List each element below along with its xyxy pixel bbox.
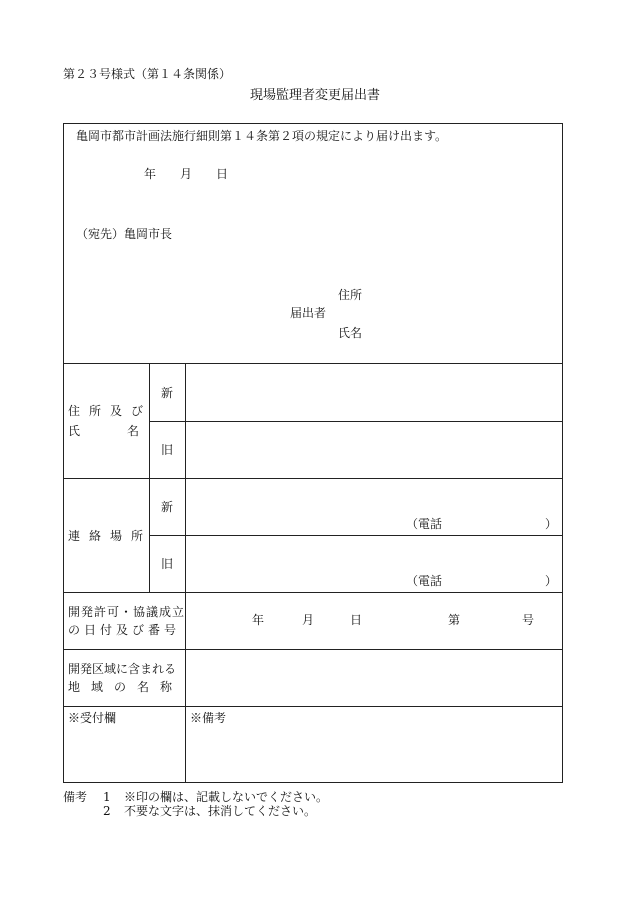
notes-heading: 備考 bbox=[63, 790, 88, 804]
contact-old-phone-open: （電話 bbox=[406, 574, 443, 588]
declaration-text: 亀岡市都市計画法施行細則第１４条第２項の規定により届け出ます。 bbox=[76, 129, 448, 143]
area-label-line1: 開発区域に含まれる bbox=[68, 662, 177, 676]
permit-year-label: 年 bbox=[252, 613, 265, 627]
permit-number-suffix: 号 bbox=[522, 613, 535, 627]
area-label-line2: 地域の名称 bbox=[68, 680, 184, 694]
line-addr-split bbox=[149, 421, 563, 422]
note-1-text: ※印の欄は、記載しないでください。 bbox=[124, 790, 329, 804]
name-label: 氏名 bbox=[338, 326, 363, 340]
address-name-label-line1: 住所及び bbox=[68, 404, 153, 418]
line-addr-bottom bbox=[63, 478, 563, 479]
line-contact-split bbox=[149, 535, 563, 536]
submitter-label: 届出者 bbox=[290, 306, 327, 320]
line-header-bottom bbox=[63, 363, 563, 364]
line-newold-divider bbox=[185, 363, 186, 592]
note-2-number: 2 bbox=[103, 804, 111, 818]
line-contact-bottom bbox=[63, 592, 563, 593]
contact-new-label: 新 bbox=[161, 500, 174, 514]
contact-label: 連絡場所 bbox=[68, 529, 153, 543]
address-new-label: 新 bbox=[161, 386, 174, 400]
permit-number-prefix: 第 bbox=[448, 613, 461, 627]
contact-new-phone-open: （電話 bbox=[406, 517, 443, 531]
document-title: 現場監理者変更届出書 bbox=[250, 88, 381, 103]
date-year-label: 年 bbox=[144, 167, 157, 181]
address-old-label: 旧 bbox=[161, 443, 174, 457]
addressee: （宛先）亀岡市長 bbox=[76, 227, 173, 241]
line-permit-bottom bbox=[63, 649, 563, 650]
date-month-label: 月 bbox=[180, 167, 193, 181]
form-number: 第２３号様式（第１４条関係） bbox=[63, 67, 232, 81]
line-label-divider-upper bbox=[149, 363, 150, 592]
permit-day-label: 日 bbox=[350, 613, 363, 627]
contact-old-label: 旧 bbox=[161, 557, 174, 571]
address-label: 住所 bbox=[338, 288, 363, 302]
reception-label: ※受付欄 bbox=[68, 711, 117, 725]
permit-label-line1: 開発許可・協議成立 bbox=[68, 605, 186, 619]
contact-old-phone-close: ） bbox=[545, 574, 558, 588]
date-day-label: 日 bbox=[216, 167, 229, 181]
permit-month-label: 月 bbox=[302, 613, 315, 627]
permit-label-line2: の日付及び番号 bbox=[68, 623, 181, 637]
line-label-divider-lower bbox=[185, 592, 186, 783]
address-name-label-line2: 氏名 bbox=[68, 424, 187, 438]
note-1-number: 1 bbox=[103, 790, 111, 804]
note-2-text: 不要な文字は、抹消してください。 bbox=[124, 804, 317, 818]
contact-new-phone-close: ） bbox=[545, 517, 558, 531]
line-area-bottom bbox=[63, 706, 563, 707]
remarks-label: ※備考 bbox=[190, 711, 227, 725]
